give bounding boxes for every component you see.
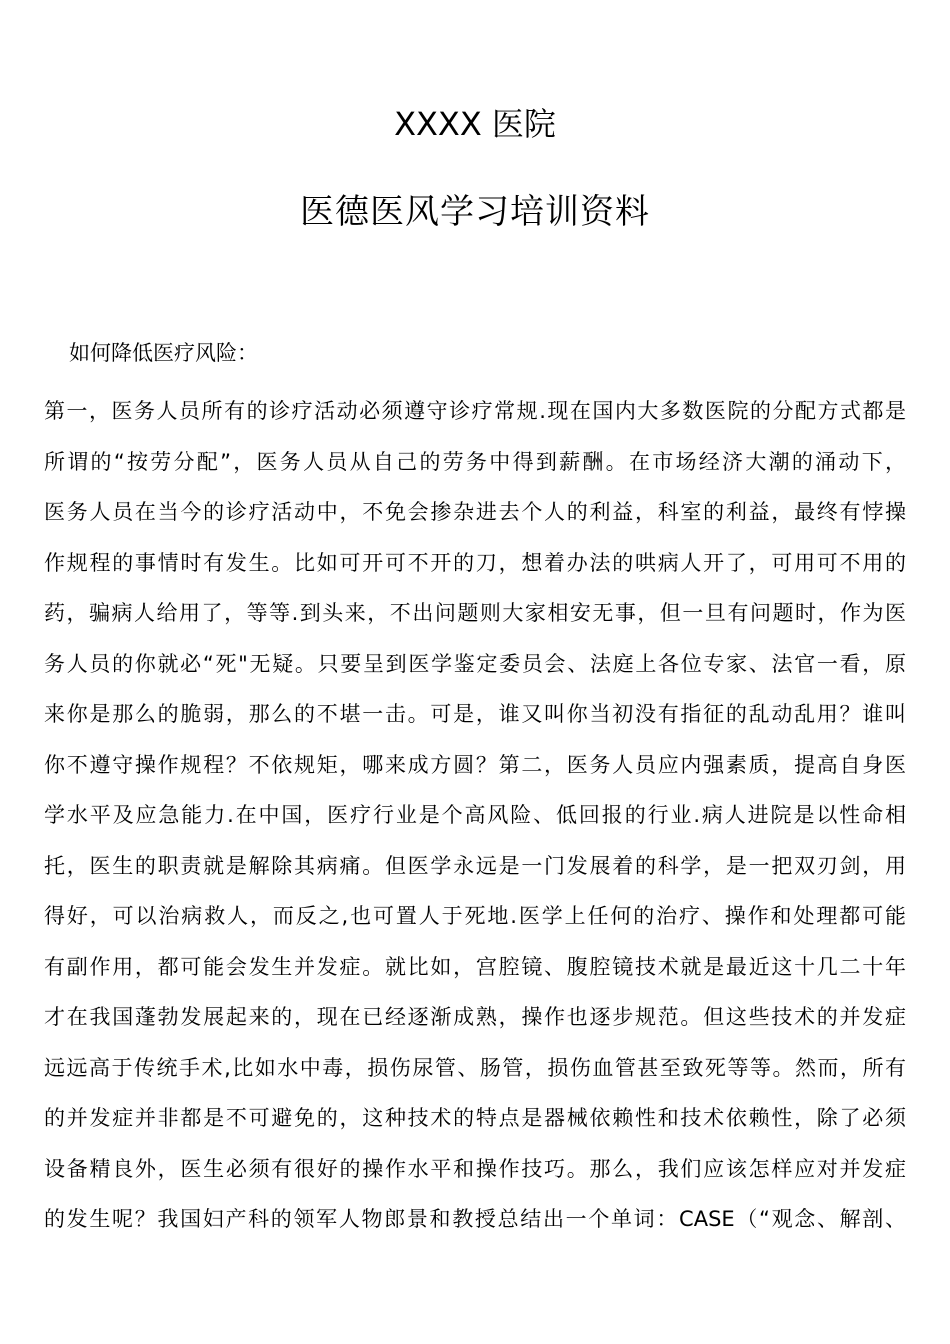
document-title: 医德医风学习培训资料 — [300, 192, 650, 232]
body-line: 务人员的你就必“死"无疑。只要呈到医学鉴定委员会、法庭上各位专家、法官一看，原 — [44, 651, 906, 676]
body-line: 托，医生的职责就是解除其病痛。但医学永远是一门发展着的科学，是一把双刃剑，用 — [44, 853, 906, 878]
body-line: 设备精良外，医生必须有很好的操作水平和操作技巧。那么，我们应该怎样应对并发症 — [44, 1156, 906, 1181]
body-line: 有副作用，都可能会发生并发症。就比如，宫腔镜、腹腔镜技术就是最近这十几二十年 — [44, 954, 906, 979]
body-line: 的发生呢？我国妇产科的领军人物郎景和教授总结出一个单词：CASE（“观念、解剖、 — [44, 1207, 906, 1231]
body-line: 来你是那么的脆弱，那么的不堪一击。可是，谁又叫你当初没有指征的乱动乱用？谁叫 — [44, 702, 906, 726]
body-line: 得好，可以治病救人，而反之,也可置人于死地.医学上任何的治疗、操作和处理都可能 — [44, 904, 906, 928]
section-heading: 如何降低医疗风险： — [69, 341, 258, 365]
body-line: 才在我国蓬勃发展起来的，现在已经逐渐成熟，操作也逐步规范。但这些技术的并发症 — [44, 1005, 906, 1029]
body-line: 作规程的事情时有发生。比如可开可不开的刀，想着办法的哄病人开了，可用可不用的 — [44, 550, 906, 575]
body-line: 医务人员在当今的诊疗活动中，不免会掺杂进去个人的利益，科室的利益，最终有悖操 — [44, 500, 906, 524]
body-line: 的并发症并非都是不可避免的，这种技术的特点是器械依赖性和技术依赖性，除了必须 — [44, 1106, 906, 1130]
body-line: 学水平及应急能力.在中国，医疗行业是个高风险、低回报的行业.病人进院是以性命相 — [44, 803, 906, 827]
body-line: 第一，医务人员所有的诊疗活动必须遵守诊疗常规.现在国内大多数医院的分配方式都是 — [44, 399, 906, 423]
body-line: 远远高于传统手术,比如水中毒，损伤尿管、肠管，损伤血管甚至致死等等。然而，所有 — [44, 1055, 906, 1080]
body-line: 你不遵守操作规程？不依规矩，哪来成方圆？第二，医务人员应内强素质，提高自身医 — [44, 752, 906, 777]
body-line: 所谓的“按劳分配”，医务人员从自己的劳务中得到薪酬。在市场经济大潮的涌动下， — [44, 449, 906, 474]
body-text — [44, 394, 906, 1253]
hospital-title: XXXX 医院 — [394, 105, 556, 143]
body-line: 药，骗病人给用了，等等.到头来，不出问题则大家相安无事，但一旦有问题时，作为医 — [44, 601, 906, 625]
